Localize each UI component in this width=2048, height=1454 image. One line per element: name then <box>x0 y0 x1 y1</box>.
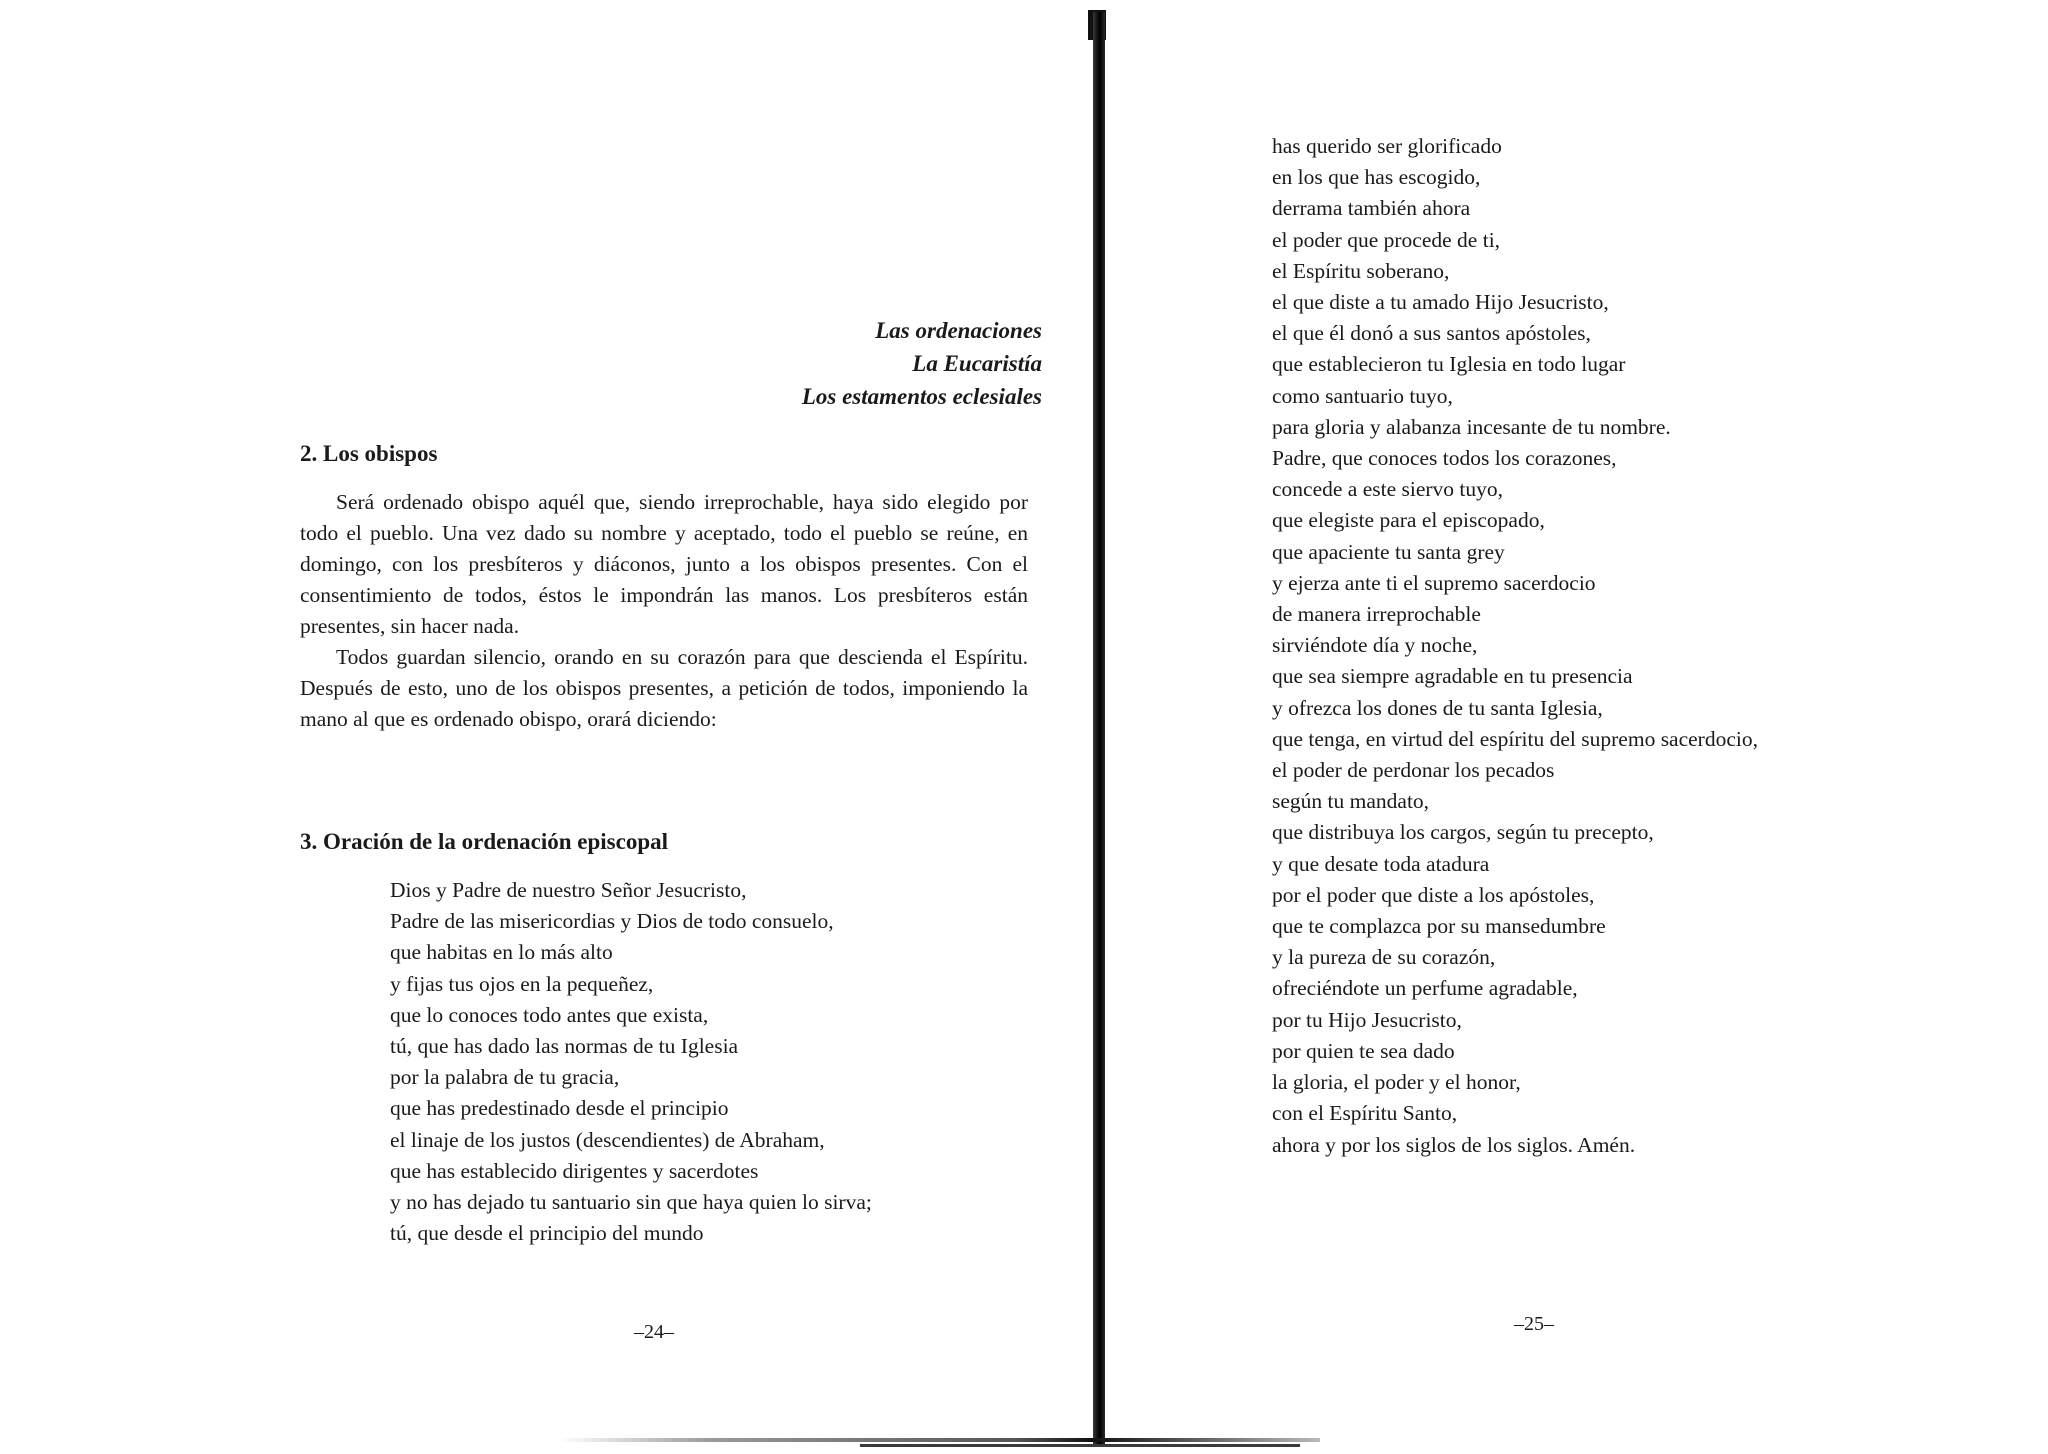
prayer-line: en los que has escogido, <box>1272 165 1481 190</box>
page-number-right: –25– <box>1514 1313 1554 1335</box>
prayer-line: Dios y Padre de nuestro Señor Jesucristo, <box>390 878 747 902</box>
prayer-line: tú, que desde el principio del mundo <box>390 1221 704 1246</box>
prayer-line: por el poder que diste a los apóstoles, <box>1272 882 1595 907</box>
prayer-line: para gloria y alabanza incesante de tu nombre. <box>1272 414 1671 439</box>
prayer-line: y la pureza de su corazón, <box>1272 945 1496 970</box>
prayer-line: el poder que procede de ti, <box>1272 227 1501 252</box>
prayer-line: que distribuya los cargos, según tu precepto, <box>1272 820 1654 845</box>
paragraph-1: Será ordenado obispo aquél que, siendo irreprochable, haya sido elegido por todo el pueblo. Una vez dado su nombre y aceptado, todo el pueblo se reúne, en domingo, con los presbíteros y diáconos, junto a los obispos presentes. Con el consentimiento de todos, éstos le impondrán las manos. Los presbíteros están presentes, sin hacer nada. <box>300 490 1028 638</box>
running-heads <box>802 314 1042 413</box>
prayer-line: derrama también ahora <box>1272 196 1471 221</box>
running-head-2: La Eucaristía <box>912 351 1042 376</box>
prayer-line: que te complazca por su mansedumbre <box>1272 914 1606 939</box>
paragraph-2: Todos guardan silencio, orando en su corazón para que descienda el Espíritu. Después de esto, uno de los obispos presentes, a petición de todos, imponiendo la mano al que es ordenado obispo, orará diciendo: <box>300 645 1028 731</box>
prayer-line: que lo conoces todo antes que exista, <box>390 1002 709 1027</box>
running-head-1: Las ordenaciones <box>875 318 1042 343</box>
section-title-obispos: 2. Los obispos <box>300 441 438 466</box>
prayer-line: ofreciéndote un perfume agradable, <box>1272 976 1578 1001</box>
prayer-line: el poder de perdonar los pecados <box>1272 758 1555 783</box>
prayer-line: y que desate toda atadura <box>1272 851 1490 876</box>
prayer-line: Padre, que conoces todos los corazones, <box>1272 446 1617 471</box>
right-page <box>1100 0 2048 1454</box>
prayer-line: que has predestinado desde el principio <box>390 1096 729 1121</box>
prayer-line: según tu mandato, <box>1272 789 1430 814</box>
prayer-line: concede a este siervo tuyo, <box>1272 477 1504 502</box>
prayer-line: el que él donó a sus santos apóstoles, <box>1272 321 1591 346</box>
prayer-line: y no has dejado tu santuario sin que haya quien lo sirva; <box>390 1190 872 1215</box>
prayer-line: el linaje de los justos (descendientes) de Abraham, <box>390 1127 825 1152</box>
prayer-line: y ofrezca los dones de tu santa Iglesia, <box>1272 695 1603 720</box>
prayer-line: ahora y por los siglos de los siglos. Amén. <box>1272 1132 1636 1157</box>
prayer-line: por tu Hijo Jesucristo, <box>1272 1007 1462 1032</box>
section-title-oracion: 3. Oración de la ordenación episcopal <box>300 829 668 854</box>
prayer-line: la gloria, el poder y el honor, <box>1272 1070 1521 1095</box>
page-number-left: –24– <box>634 1321 674 1343</box>
prayer-line: tú, que has dado las normas de tu Iglesia <box>390 1034 739 1059</box>
prayer-line: como santuario tuyo, <box>1272 383 1453 408</box>
prayer-line: que apaciente tu santa grey <box>1272 539 1505 564</box>
prayer-line: sirviéndote día y noche, <box>1272 633 1478 658</box>
prayer-line: de manera irreprochable <box>1272 602 1481 627</box>
prayer-right <box>1272 131 1758 1161</box>
prayer-line: con el Espíritu Santo, <box>1272 1101 1458 1126</box>
prayer-line: el Espíritu soberano, <box>1272 258 1450 283</box>
prayer-line: que sea siempre agradable en tu presencia <box>1272 664 1633 689</box>
running-head-3: Los estamentos eclesiales <box>801 384 1042 409</box>
prayer-line: que has establecido dirigentes y sacerdotes <box>390 1158 759 1183</box>
prayer-line: el que diste a tu amado Hijo Jesucristo, <box>1272 290 1609 315</box>
prayer-left <box>390 875 872 1249</box>
prayer-line: y fijas tus ojos en la pequeñez, <box>390 971 654 996</box>
prayer-line: por la palabra de tu gracia, <box>390 1065 620 1090</box>
section-body-obispos <box>300 487 1028 735</box>
prayer-line: has querido ser glorificado <box>1272 134 1502 158</box>
prayer-line: por quien te sea dado <box>1272 1038 1455 1063</box>
prayer-line: que elegiste para el episcopado, <box>1272 508 1545 533</box>
prayer-line: Padre de las misericordias y Dios de todo consuelo, <box>390 909 834 934</box>
prayer-line: que habitas en lo más alto <box>390 940 613 965</box>
prayer-line: y ejerza ante ti el supremo sacerdocio <box>1272 570 1596 595</box>
prayer-line: que tenga, en virtud del espíritu del supremo sacerdocio, <box>1272 726 1758 751</box>
prayer-line: que establecieron tu Iglesia en todo lugar <box>1272 352 1626 377</box>
